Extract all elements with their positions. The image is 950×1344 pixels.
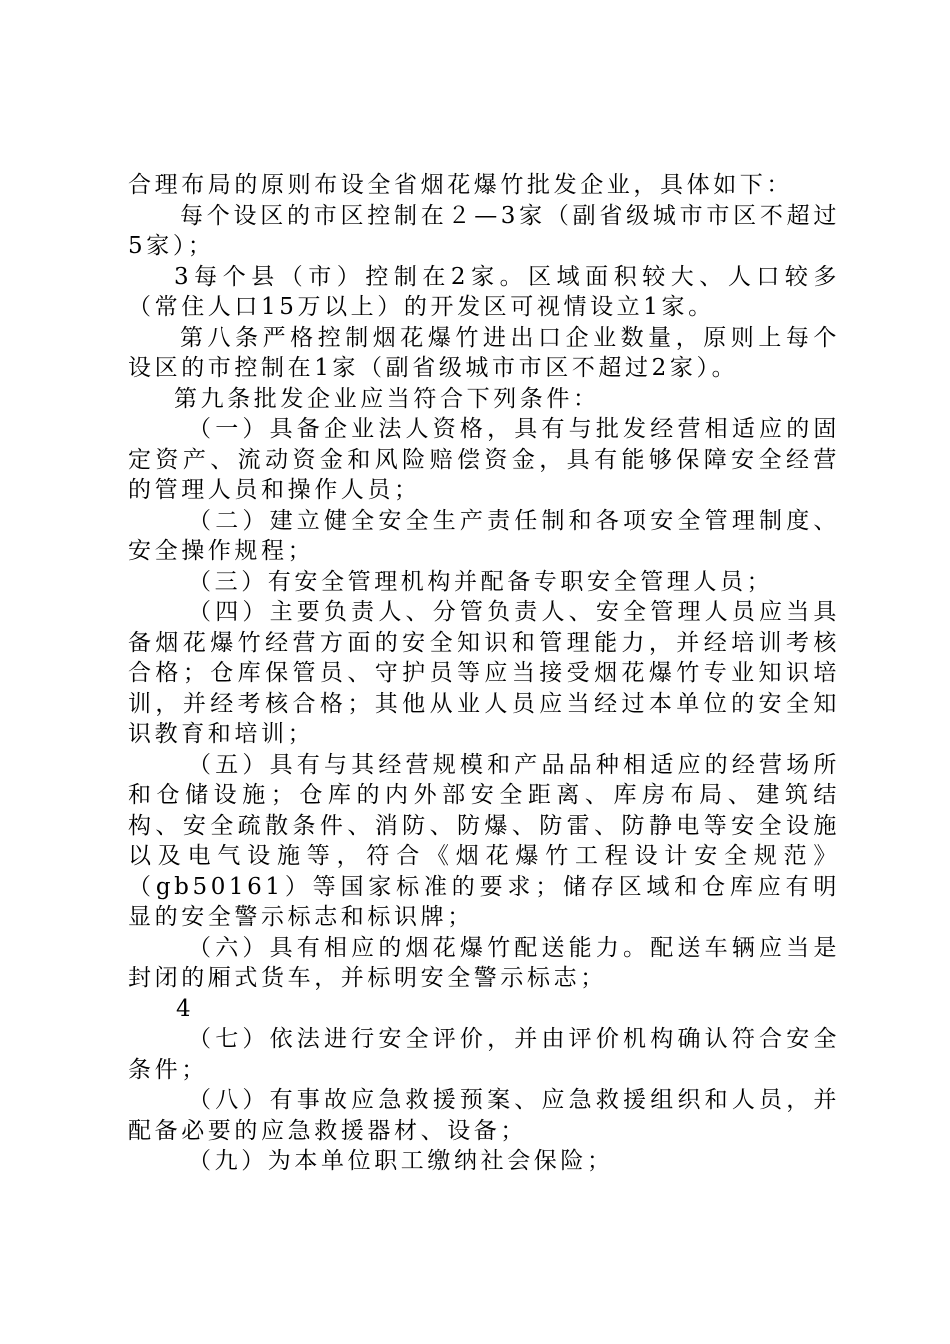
- condition-2: （二）建立健全安全生产责任制和各项安全管理制度、安全操作规程；: [128, 507, 840, 564]
- condition-4: （四）主要负责人、分管负责人、安全管理人员应当具备烟花爆竹经营方面的安全知识和管理能力，并经培训考核合格；仓库保管员、守护员等应当接受烟花爆竹专业知识培训，并经考核合格；其他从业人员应当经过本单位的安全知识教育和培训；: [128, 599, 840, 747]
- condition-3: （三）有安全管理机构并配备专职安全管理人员；: [188, 568, 774, 595]
- condition-9: （九）为本单位职工缴纳社会保险；: [188, 1148, 614, 1174]
- condition-7: （七）依法进行安全评价，并由评价机构确认符合安全条件；: [128, 1026, 840, 1083]
- paragraph-city-districts: 每个设区的市区控制在２—3家（副省级城市市区不超过5家）；: [128, 202, 840, 259]
- condition-6: （六）具有相应的烟花爆竹配送能力。配送车辆应当是封闭的厢式货车，并标明安全警示标志；: [128, 934, 840, 991]
- paragraph-article-9: 第九条批发企业应当符合下列条件：: [174, 385, 600, 412]
- paragraph-intro: 合理布局的原则布设全省烟花爆竹批发企业，具体如下：: [128, 172, 793, 198]
- document-body: [128, 170, 840, 1177]
- condition-5: （五）具有与其经营规模和产品品种相适应的经营场所和仓储设施；仓库的内外部安全距离、库房布局、建筑结构、安全疏散条件、消防、防爆、防雷、防静电等安全设施以及电气设施等，符合《烟花爆竹工程设计安全规范》（gb50161）等国家标准的要求；储存区域和仓库应有明显的安全警示标志和标识牌；: [128, 751, 840, 930]
- page-number: 4: [176, 995, 195, 1022]
- condition-1: （一）具备企业法人资格，具有与批发经营相适应的固定资产、流动资金和风险赔偿资金，具有能够保障安全经营的管理人员和操作人员；: [128, 416, 840, 503]
- paragraph-article-8: 第八条严格控制烟花爆竹进出口企业数量，原则上每个设区的市控制在1家（副省级城市市区不超过2家）。: [128, 324, 840, 381]
- paragraph-counties: 3每个县（市）控制在2家。区域面积较大、人口较多（常住人口15万以上）的开发区可视情设立1家。: [128, 263, 840, 320]
- condition-8: （八）有事故应急救援预案、应急救援组织和人员，并配备必要的应急救援器材、设备；: [128, 1087, 840, 1144]
